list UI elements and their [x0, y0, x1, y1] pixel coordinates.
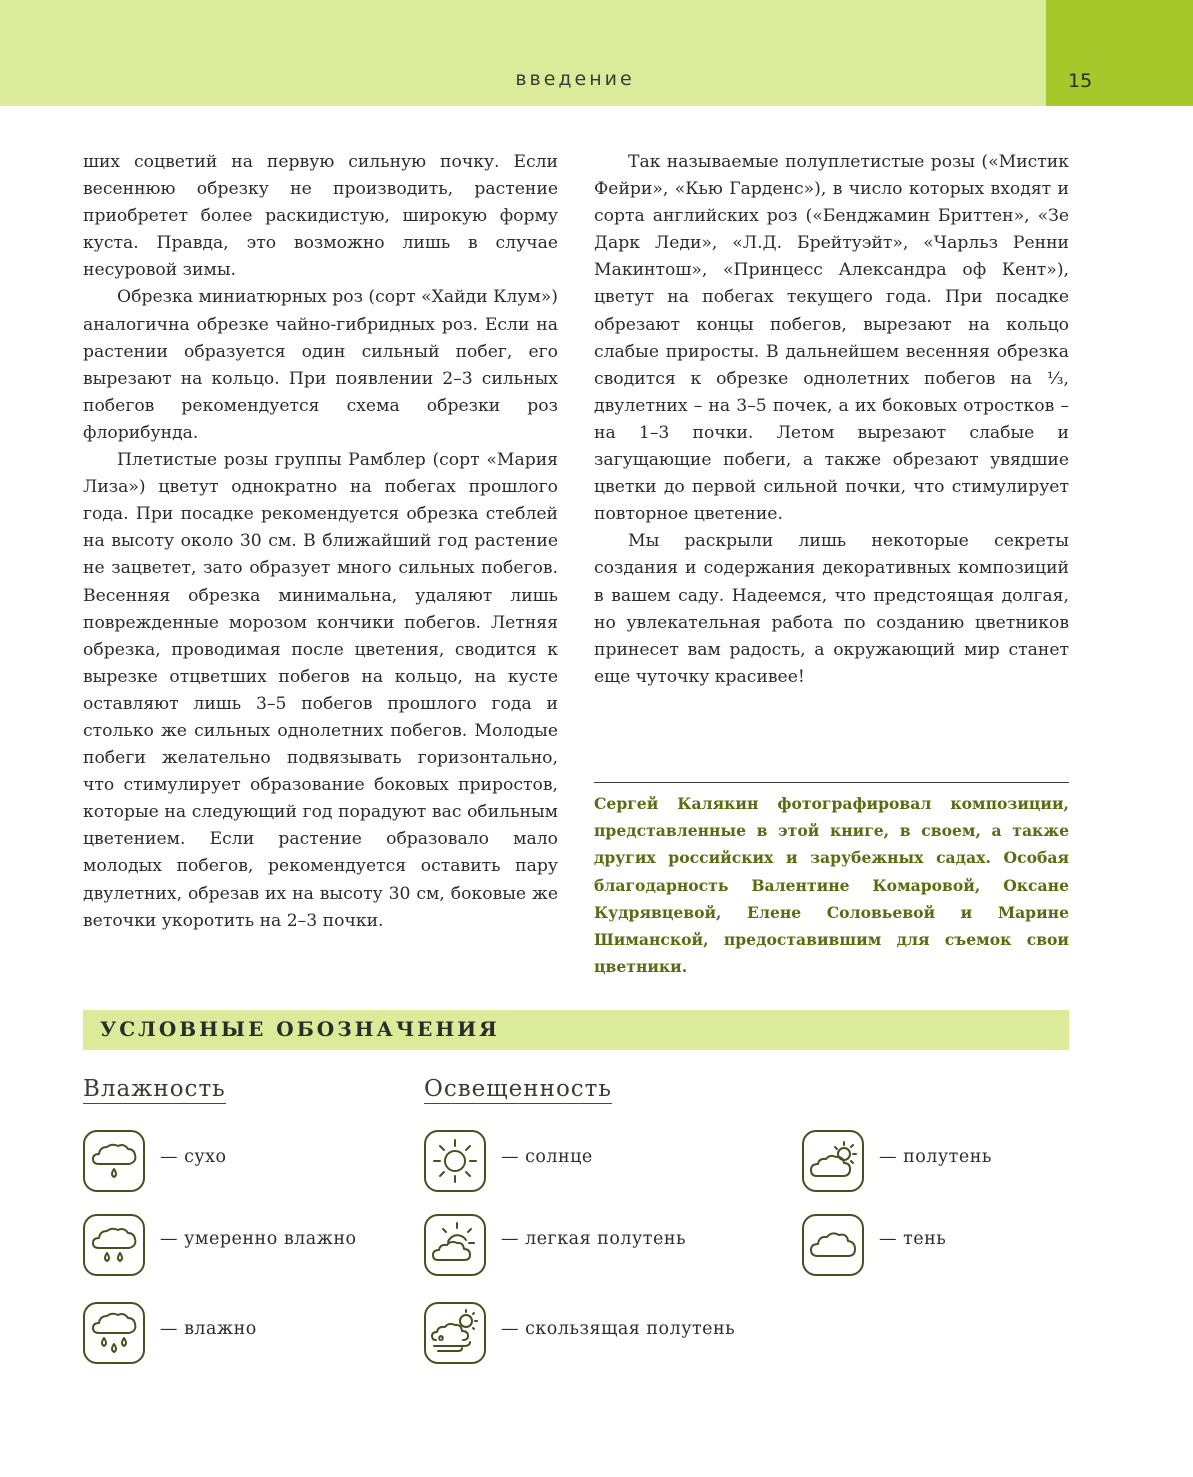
- legend-label-dry: — сухо: [160, 1147, 227, 1167]
- sun-wind-cloud-icon: [424, 1302, 486, 1364]
- cloud-icon: [802, 1214, 864, 1276]
- paragraph: Так называемые полуплетистые розы («Мистик Фейри», «Кью Гарденс»), в число которых входят и сорта английских роз («Бенджамин Бриттен», «Зе Дарк Леди», «Л.Д. Брейтуэйт», «Чарльз Ренни Макинтош», «Принцесс Александра оф Кент»), цветут на побегах текущего года. При посадке обрезают концы побегов, вырезают на кольцо слабые приросты. В дальнейшем весенняя обрезка сводится к обрезке однолетних побегов на ⅓, двулетних – на 3–5 почек, а их боковых отростков – на 1–3 почки. Летом вырезают слабые и загущающие побеги, а также обрезают увядшие цветки до первой сильной почки, что стимулирует повторное цветение.: [594, 152, 1069, 525]
- cloud-one-drop-icon: [83, 1130, 145, 1192]
- light-title: Освещенность: [424, 1076, 612, 1102]
- legend-label-wet: — влажно: [160, 1319, 257, 1339]
- header-band: [0, 0, 1193, 106]
- paragraph: ших соцветий на первую сильную почку. Если весеннюю обрезку не производить, растение приобретет более раскидистую, широкую форму куста. Правда, это возможно лишь в случае несуровой зимы.: [83, 152, 558, 281]
- sun-behind-cloud-icon: [424, 1214, 486, 1276]
- paragraph: Плетистые розы группы Рамблер (сорт «Мария Лиза») цветут однократно на побегах прошлого года. При посадке рекомендуется обрезка стеблей на высоту около 30 см. В ближайший год растение не зацветет, зато образует много сильных побегов. Весенняя обрезка минимальна, удаляют лишь поврежденные морозом кончики побегов. Летняя обрезка, проводимая после цветения, сводится к вырезке отцветших побегов на кольцо, на кусте оставляют лишь 3–5 побегов прошлого года и столько же сильных однолетних побегов. Молодые побеги желательно подвязывать горизонтально, что стимулирует образование боковых приростов, которые на следующий год порадуют вас обильным цветением. Если растение образовало мало молодых побегов, рекомендуется оставить пару двулетних, обрезав их на высоту 30 см, боковые же веточки укоротить на 2–3 почки.: [83, 450, 558, 931]
- left-column: [83, 149, 558, 935]
- right-column: [594, 149, 1069, 691]
- legend-label-moderate: — умеренно влажно: [160, 1229, 357, 1249]
- cloud-three-drops-icon: [83, 1302, 145, 1364]
- paragraph: Мы раскрыли лишь некоторые секреты создания и содержания декоративных композиций в вашем саду. Надеемся, что предстоящая долгая, но увлекательная работа по созданию цветников принесет вам радость, а окружающий мир станет еще чуточку красивее!: [594, 531, 1069, 687]
- cloud-two-drops-icon: [83, 1214, 145, 1276]
- legend-label-light-shade: — легкая полутень: [501, 1229, 687, 1249]
- paragraph: Обрезка миниатюрных роз (сорт «Хайди Клум») аналогична обрезке чайно-гибридных роз. Если на растении образуется один сильный побег, его вырезают на кольцо. При появлении 2–3 сильных побегов рекомендуется схема обрезки роз флорибунда.: [83, 287, 558, 443]
- divider: [594, 782, 1069, 783]
- moisture-title: Влажность: [83, 1076, 226, 1102]
- page-number: 15: [1068, 70, 1093, 92]
- legend-label-sliding-shade: — скользящая полутень: [501, 1319, 736, 1339]
- legend-label-sun: — солнце: [501, 1147, 593, 1167]
- legend-title: УСЛОВНЫЕ ОБОЗНАЧЕНИЯ: [100, 1017, 500, 1041]
- section-title: введение: [515, 68, 635, 90]
- legend-label-shade: — тень: [879, 1229, 947, 1249]
- cloud-small-sun-icon: [802, 1130, 864, 1192]
- sun-icon: [424, 1130, 486, 1192]
- legend-label-partial-shade: — полутень: [879, 1147, 992, 1167]
- photo-credit: Сергей Калякин фотографировал композиции, представленные в этой книге, в своем, а также других российских и зарубежных садах. Особая благодарность Валентине Комаровой, Оксане Кудрявцевой, Елене Соловьевой и Марине Шиманской, предоставившим для съемок свои цветники.: [594, 794, 1069, 977]
